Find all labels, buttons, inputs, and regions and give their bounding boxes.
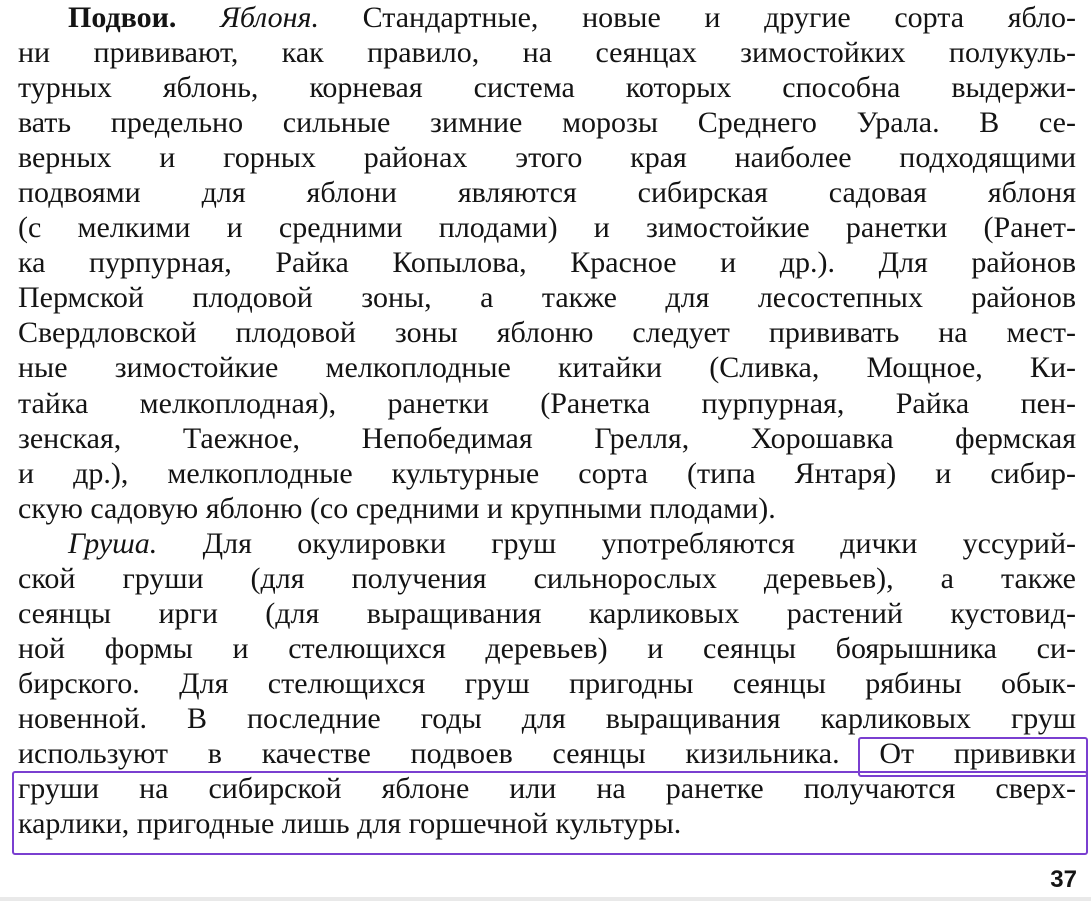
text-line: карлики, пригодные лишь для горшечной культуры. bbox=[18, 807, 682, 841]
text-line bbox=[18, 0, 1076, 35]
text-line: подвоями для яблони являются сибирская садовая яблоня bbox=[18, 176, 1076, 210]
text-line: ской груши (для получения сильнорослых деревьев), а также bbox=[18, 562, 1076, 596]
text-line: ни прививают, как правило, на сеянцах зимостойких полукуль- bbox=[18, 36, 1076, 70]
text-line: верных и горных районах этого края наиболее подходящими bbox=[18, 141, 1076, 175]
text-line: скую садовую яблоню (со средними и крупными плодами). bbox=[18, 491, 776, 525]
text-line: груши на сибирской яблоне или на ранетке получаются сверх- bbox=[18, 772, 1076, 806]
text-line: новенной. В последние годы для выращивания карликовых груш bbox=[18, 702, 1076, 736]
text-line: тайка мелкоплодная), ранетки (Ранетка пурпурная, Райка пен- bbox=[18, 386, 1076, 420]
text-line: вать предельно сильные зимние морозы Среднего Урала. В се- bbox=[18, 106, 1076, 140]
text-line: турных яблонь, корневая система которых способна выдержи- bbox=[18, 71, 1076, 105]
paragraph-rootstocks-apple bbox=[18, 0, 1076, 526]
text-line: (с мелкими и средними плодами) и зимостойкие ранетки (Ранет- bbox=[18, 211, 1076, 245]
subject-term: Яблоня. bbox=[220, 1, 319, 34]
highlight-box-bottom bbox=[12, 771, 1088, 855]
text-line-content: Стандартные, новые и другие сорта ябло- bbox=[318, 1, 1076, 34]
text-line: сеянцы ирги (для выращивания карликовых растений кустовид- bbox=[18, 597, 1076, 631]
text-line: ные зимостойкие мелкоплодные китайки (Сливка, Мощное, Ки- bbox=[18, 351, 1076, 385]
text-line: ка пурпурная, Райка Копылова, Красное и др.). Для районов bbox=[18, 246, 1076, 280]
text-line bbox=[18, 526, 1076, 561]
text-line-content: Для окулировки груш употребляются дички уссурий- bbox=[157, 527, 1076, 560]
text-line: ной формы и стелющихся деревьев) и сеянцы боярышника си- bbox=[18, 632, 1076, 666]
text-line: Пермской плодовой зоны, а также для лесостепных районов bbox=[18, 281, 1076, 315]
text-line: зенская, Таежное, Непобедимая Грелля, Хорошавка фермская bbox=[18, 421, 1076, 455]
text-line: и др.), мелкоплодные культурные сорта (типа Янтаря) и сибир- bbox=[18, 456, 1076, 490]
page-edge bbox=[0, 897, 1091, 901]
subject-term: Груша. bbox=[68, 527, 158, 560]
text-line: бирского. Для стелющихся груш пригодны сеянцы рябины обык- bbox=[18, 667, 1076, 701]
text-line: используют в качестве подвоев сеянцы кизильника. От прививки bbox=[18, 737, 1076, 771]
page-number: 37 bbox=[1050, 866, 1077, 893]
section-heading: Подвои. bbox=[68, 1, 177, 34]
text-line: Свердловской плодовой зоны яблоню следует прививать на мест- bbox=[18, 316, 1076, 350]
